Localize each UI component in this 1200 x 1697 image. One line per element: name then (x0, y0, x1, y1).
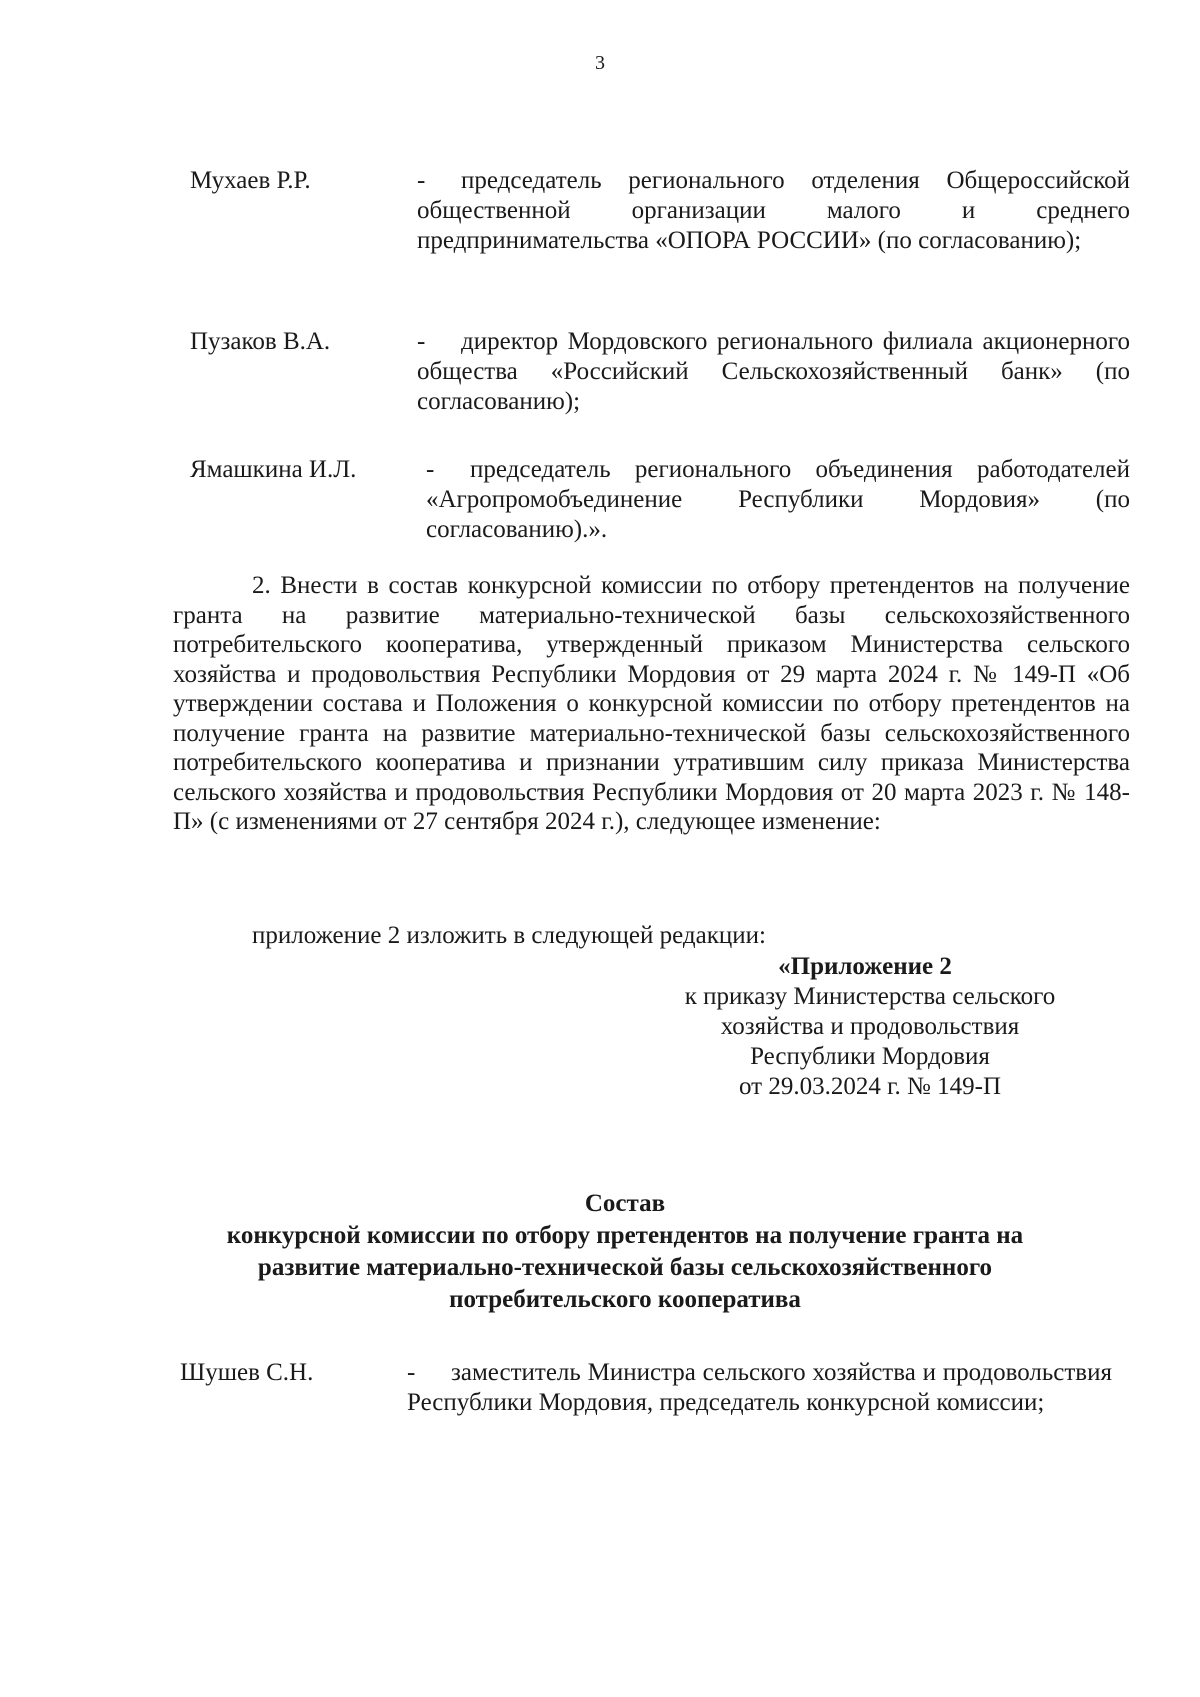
page-number: 3 (595, 52, 605, 74)
member-entry (190, 166, 1130, 286)
composition-subtitle: конкурсной комиссии по отбору претендентов на получение гранта на (226, 1222, 1024, 1249)
member-name: Шушев С.Н. (180, 1359, 314, 1386)
member-description (417, 327, 1130, 417)
appendix-line: к приказу Министерства сельского (684, 983, 1056, 1010)
member-description-text: заместитель Министра сельского хозяйства и продовольствия Республики Мордовия, председатель конкурсной комиссии; (407, 1359, 1112, 1416)
member-name: Ямашкина И.Л. (190, 456, 357, 483)
member-description-text: председатель регионального объединения работодателей «Агропромобъединение Республики Мордовия» (по согласованию).». (426, 456, 1130, 543)
member-description (426, 455, 1130, 545)
appendix-line: от 29.03.2024 г. № 149-П (738, 1073, 1001, 1100)
appendix-title: «Приложение 2 (778, 953, 952, 980)
appendix-line: хозяйства и продовольствия (720, 1013, 1020, 1040)
composition-subtitle: потребительского кооператива (449, 1286, 801, 1313)
member-name: Пузаков В.А. (190, 328, 331, 355)
composition-heading (150, 1188, 1100, 1316)
appendix-line: Республики Мордовия (750, 1043, 990, 1070)
member-dash: - (417, 328, 426, 355)
member-entry (190, 327, 1130, 417)
member-description (417, 166, 1130, 256)
member-entry (180, 1358, 1112, 1448)
composition-title: Состав (584, 1190, 666, 1217)
member-description-text: председатель регионального отделения Общероссийской общественной организации малого и среднего предпринимательства «ОПОРА РОССИИ» (по согласованию); (417, 167, 1130, 254)
appendix-block (640, 952, 1100, 1102)
member-entry (190, 455, 1130, 545)
member-description (407, 1358, 1112, 1418)
member-name: Мухаев Р.Р. (190, 167, 311, 194)
member-description-text: директор Мордовского регионального филиала акционерного общества «Российский Сельскохозяйственный банк» (по согласованию); (417, 328, 1130, 415)
member-dash: - (407, 1359, 416, 1386)
subparagraph: приложение 2 изложить в следующей редакции: (252, 922, 766, 949)
member-dash: - (426, 456, 435, 483)
member-dash: - (417, 167, 426, 194)
composition-subtitle: развитие материально-технической базы сельскохозяйственного (257, 1254, 993, 1281)
paragraph-2: 2. Внести в состав конкурсной комиссии по отбору претендентов на получение гранта на развитие материально-технической базы сельскохозяйственного потребительского кооператива, утвержденный приказом Министерства сельского хозяйства и продовольствия Республики Мордовия от 29 марта 2024 г. № 149-П «Об утверждении состава и Положения о конкурсной комиссии по отбору претендентов на получение гранта на развитие материально-технической базы сельскохозяйственного потребительского кооператива и признании утратившим силу приказа Министерства сельского хозяйства и продовольствия Республики Мордовия от 20 марта 2023 г. № 148-П» (с изменениями от 27 сентября 2024 г.), следующее изменение: (173, 572, 1130, 835)
